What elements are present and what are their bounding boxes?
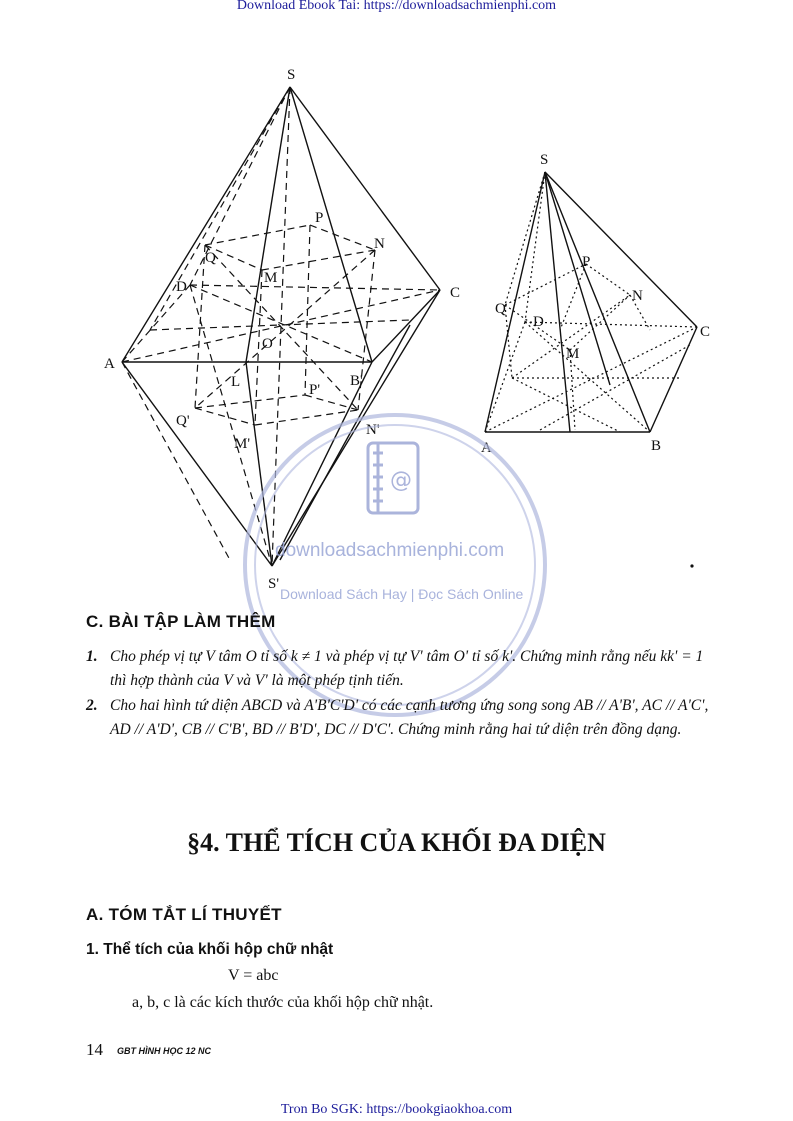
label-left-O: O xyxy=(262,336,273,352)
page-number: 14 xyxy=(86,1040,103,1059)
label-left-P: P xyxy=(315,210,324,226)
exercise-1-text: Cho phép vị tự V tâm O tỉ số k ≠ 1 và phép vị tự V' tâm O' tỉ số k'. Chứng minh rằng nếu kk' = 1 thì hợp thành của V và V' là một phép tịnh tiến. xyxy=(110,648,704,689)
label-right-P: P xyxy=(582,254,591,270)
watermark-tagline: Download Sách Hay | Đọc Sách Online xyxy=(280,586,524,602)
exercise-2 xyxy=(86,694,714,742)
label-left-Q: Q xyxy=(205,250,216,266)
label-left-Q-prime: Q' xyxy=(176,413,190,429)
label-left-A: A xyxy=(104,356,115,372)
subsection-1-title: 1. Thể tích của khối hộp chữ nhật xyxy=(86,941,334,958)
label-left-N: N xyxy=(374,236,385,252)
exercise-1 xyxy=(86,645,714,693)
label-left-M: M xyxy=(264,270,278,286)
label-left-C: C xyxy=(450,285,461,301)
label-left-P-prime: P' xyxy=(309,382,321,398)
label-left-L: L xyxy=(231,374,241,390)
label-right-B: B xyxy=(651,438,662,454)
label-right-M: M xyxy=(566,346,580,362)
label-right-A: A xyxy=(481,440,492,456)
svg-text:@: @ xyxy=(390,468,412,493)
book-icon xyxy=(368,443,418,513)
footer-sgk-link[interactable]: Tron Bo SGK: https://bookgiaokhoa.com xyxy=(280,1102,513,1117)
exercise-2-number: 2. xyxy=(86,697,98,714)
section-a-title: A. TÓM TẮT LÍ THUYẾT xyxy=(86,905,282,924)
formula-description: a, b, c là các kích thước của khối hộp chữ nhật. xyxy=(132,994,434,1011)
exercise-1-number: 1. xyxy=(86,648,98,665)
label-right-N: N xyxy=(632,288,643,304)
label-left-M-prime: M' xyxy=(234,436,251,452)
header-download-link[interactable]: Download Ebook Tai: https://downloadsachmienphi.com xyxy=(236,0,557,13)
label-right-S: S xyxy=(540,152,549,168)
exercise-2-text: Cho hai hình tứ diện ABCD và A'B'C'D' có các cạnh tương ứng song song AB // A'B', AC // A'C', AD // A'D', CB // C'B', BD // B'D', DC // D'C'. Chứng minh rằng hai tứ diện trên đồng dạng. xyxy=(110,697,709,738)
label-left-B: B' xyxy=(350,373,363,389)
figure-right-pyramid xyxy=(485,172,697,432)
chapter-title: §4. THỂ TÍCH CỦA KHỐI ĐA DIỆN xyxy=(187,828,606,857)
watermark-site: downloadsachmienphi.com xyxy=(275,540,505,561)
section-c-title: C. BÀI TẬP LÀM THÊM xyxy=(86,612,276,631)
volume-formula: V = abc xyxy=(228,967,279,984)
label-right-D: D xyxy=(533,314,544,330)
book-title-footer: GBT HÌNH HỌC 12 NC xyxy=(117,1046,212,1056)
label-left-N-prime: N' xyxy=(366,422,380,438)
label-left-D: D xyxy=(176,279,187,295)
label-right-Q: Q xyxy=(495,301,506,317)
label-right-C: C xyxy=(700,324,711,340)
label-left-S-prime: S' xyxy=(268,576,280,592)
label-left-S: S xyxy=(287,67,296,83)
